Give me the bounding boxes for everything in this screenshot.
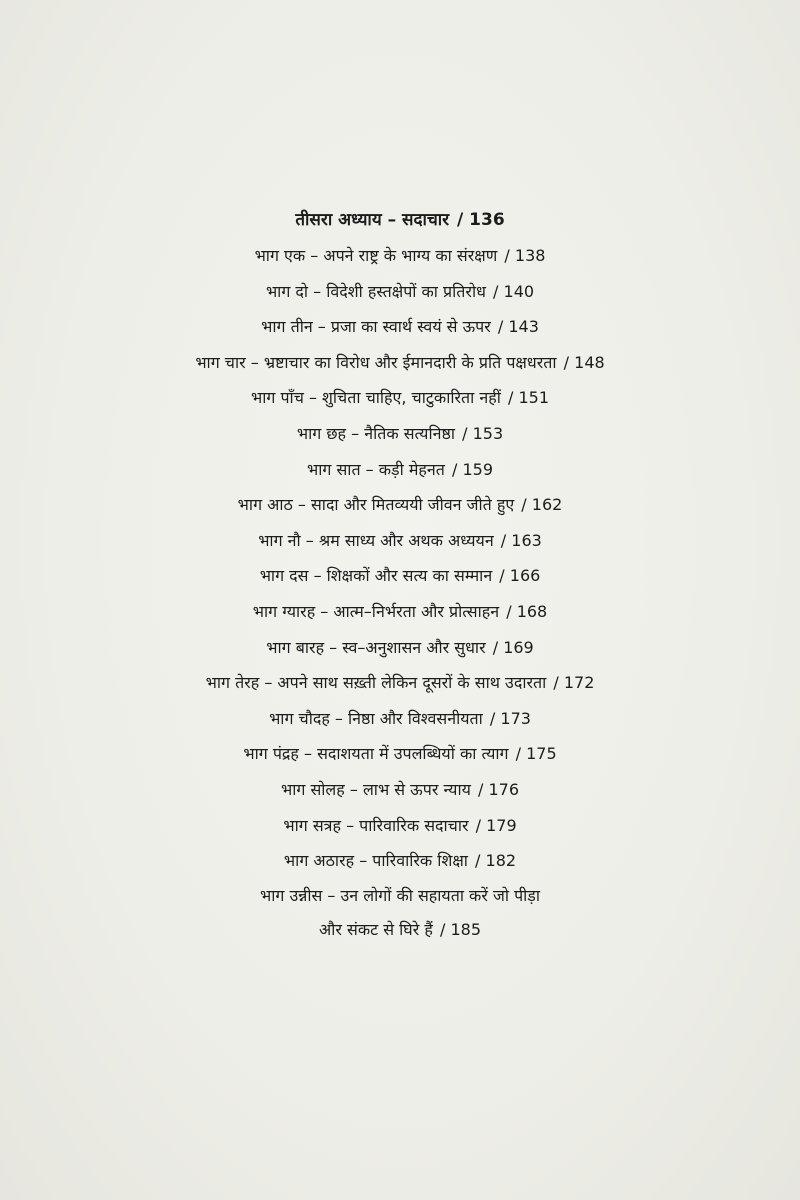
entry-page-number: / 163 <box>500 530 542 550</box>
entry-title: भाग नौ – श्रम साध्य और अथक अध्ययन <box>258 530 494 550</box>
entry-title: भाग अठारह – पारिवारिक शिक्षा <box>283 851 468 871</box>
entry-title: भाग एक – अपने राष्ट्र के भाग्य का संरक्षण <box>254 246 498 265</box>
toc-entry-multiline <box>0 879 800 947</box>
chapter-title: तीसरा अध्याय – सदाचार <box>295 210 450 230</box>
entry-page-number: / 172 <box>553 673 595 693</box>
entry-title: भाग सत्रह – पारिवारिक सदाचार <box>283 815 469 835</box>
entry-title: भाग दो – विदेशी हस्तक्षेपों का प्रतिरोध <box>265 281 486 301</box>
entry-title: भाग ग्यारह – आत्म–निर्भरता और प्रोत्साहन <box>252 601 500 621</box>
entry-page-number: / 185 <box>439 919 481 939</box>
toc-entry <box>0 238 800 274</box>
entry-title: भाग तेरह – अपने साथ सख़्ती लेकिन दूसरों के साथ उदारता <box>205 673 547 693</box>
entry-title: भाग पाँच – शुचिता चाहिए, चाटुकारिता नहीं <box>250 388 501 408</box>
entry-page-number: / 179 <box>475 815 517 835</box>
entry-title: भाग सात – कड़ी मेहनत <box>307 459 445 479</box>
toc-entry <box>0 452 800 488</box>
entry-title-line-2: और संकट से घिरे हैं <box>319 919 433 939</box>
entry-title: भाग दस – शिक्षकों और सत्य का सम्मान <box>259 566 493 586</box>
entry-title: भाग तीन – प्रजा का स्वार्थ स्वयं से ऊपर <box>261 317 491 337</box>
toc-entry <box>0 843 800 879</box>
toc-entry <box>0 594 800 630</box>
table-of-contents <box>0 202 800 947</box>
entry-page-number: / 166 <box>499 566 541 586</box>
entry-page-number: / 176 <box>477 779 519 799</box>
toc-entry <box>0 309 800 345</box>
entry-title: भाग पंद्रह – सदाशयता में उपलब्धियों का त्याग <box>243 744 509 764</box>
toc-entry <box>0 487 800 523</box>
chapter-page-number: / 136 <box>457 210 505 230</box>
toc-entry <box>0 772 800 808</box>
toc-entry <box>0 345 800 381</box>
entry-title: भाग छह – नैतिक सत्यनिष्ठा <box>296 423 456 443</box>
entry-page-number: / 153 <box>462 423 504 443</box>
toc-entry <box>0 701 800 737</box>
entry-title: भाग चार – भ्रष्टाचार का विरोध और ईमानदारी के प्रति पक्षधरता <box>195 352 557 372</box>
toc-entry <box>0 630 800 666</box>
toc-entry <box>0 416 800 452</box>
entry-page-number: / 138 <box>504 246 546 265</box>
entry-page-number: / 173 <box>489 708 531 728</box>
entry-title: भाग बारह – स्व–अनुशासन और सुधार <box>266 637 486 657</box>
entry-page-number: / 148 <box>563 352 605 372</box>
toc-entry <box>0 808 800 844</box>
entry-title-line-2-row <box>0 913 800 947</box>
entry-page-number: / 151 <box>507 388 549 408</box>
toc-entry <box>0 523 800 559</box>
toc-entry <box>0 665 800 701</box>
entry-page-number: / 175 <box>515 744 557 764</box>
entry-title-line-1: भाग उन्नीस – उन लोगों की सहायता करें जो पीड़ा <box>259 885 541 905</box>
entry-title: भाग चौदह – निष्ठा और विश्वसनीयता <box>269 708 483 728</box>
toc-entry <box>0 558 800 594</box>
entry-page-number: / 168 <box>506 601 548 621</box>
entry-page-number: / 143 <box>497 317 539 337</box>
entry-page-number: / 159 <box>451 459 493 479</box>
entry-title: भाग सोलह – लाभ से ऊपर न्याय <box>280 779 471 799</box>
entry-title: भाग आठ – सादा और मितव्ययी जीवन जीते हुए <box>237 495 515 515</box>
toc-entry <box>0 274 800 310</box>
entry-page-number: / 162 <box>521 495 563 515</box>
entry-page-number: / 140 <box>493 281 535 301</box>
entry-page-number: / 182 <box>475 851 517 871</box>
entry-page-number: / 169 <box>492 637 534 657</box>
chapter-heading <box>0 202 800 238</box>
toc-entry <box>0 380 800 416</box>
toc-entry <box>0 736 800 772</box>
